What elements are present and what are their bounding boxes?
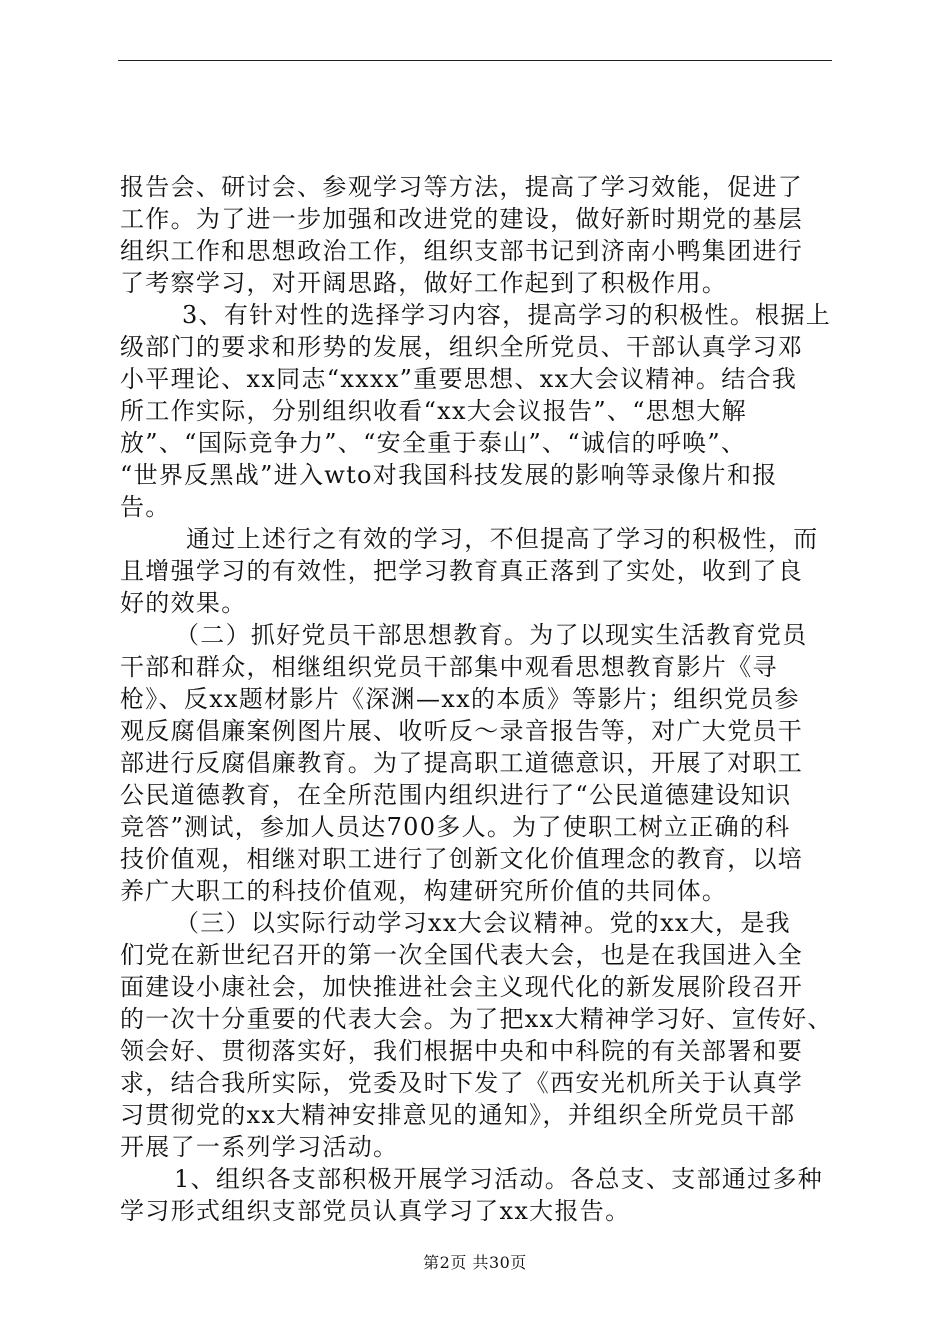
text-line: “世界反黑战”进入wto对我国科技发展的影响等录像片和报 <box>120 461 778 489</box>
text-line: 通过上述行之有效的学习，不但提高了学习的积极性，而 <box>186 525 819 553</box>
text-line: 学习形式组织支部党员认真学习了xx大报告。 <box>120 1197 631 1225</box>
text-line: 告。 <box>120 493 171 521</box>
text-line: 放”、“国际竞争力”、“安全重于泰山”、“诚信的呼唤”、 <box>120 429 747 457</box>
text-line: 报告会、研讨会、参观学习等方法，提高了学习效能，促进了 <box>120 173 804 201</box>
body-text <box>120 171 840 1227</box>
text-line: 小平理论、xx同志“xxxx”重要思想、xx大会议精神。结合我 <box>120 365 798 393</box>
text-line: 1、组织各支部积极开展学习活动。各总支、支部通过多种 <box>174 1165 824 1193</box>
text-line: 且增强学习的有效性，把学习教育真正落到了实处，收到了良 <box>120 557 804 585</box>
page-number-footer: 第2页 共30页 <box>423 1253 527 1272</box>
text-line: 3、有针对性的选择学习内容，提高学习的积极性。根据上 <box>182 301 832 329</box>
text-line: 竞答”测试，参加人员达700多人。为了使职工树立正确的科 <box>120 813 791 841</box>
text-line: 干部和群众，相继组织党员干部集中观看思想教育影片《寻 <box>120 653 778 681</box>
text-line: （三）以实际行动学习xx大会议精神。党的xx大，是我 <box>175 909 791 937</box>
text-line: 组织工作和思想政治工作，组织支部书记到济南小鸭集团进行 <box>120 237 804 265</box>
text-line: 公民道德教育，在全所范围内组织进行了“公民道德建设知识 <box>120 781 792 809</box>
text-line: 习贯彻党的xx大精神安排意见的通知》，并组织全所党员干部 <box>120 1101 796 1129</box>
text-line: 好的效果。 <box>120 589 247 617</box>
text-line: 部进行反腐倡廉教育。为了提高职工道德意识，开展了对职工 <box>120 749 804 777</box>
text-line: 养广大职工的科技价值观，构建研究所价值的共同体。 <box>120 877 728 905</box>
text-line: 工作。为了进一步加强和改进党的建设，做好新时期党的基层 <box>120 205 804 233</box>
text-line: （二）抓好党员干部思想教育。为了以现实生活教育党员 <box>175 621 808 649</box>
text-line: 观反腐倡廉案例图片展、收听反～录音报告等，对广大党员干 <box>120 717 804 745</box>
text-line: 技价值观，相继对职工进行了创新文化价值理念的教育，以培 <box>120 845 804 873</box>
text-line: 枪》、反xx题材影片《深渊—xx的本质》等影片；组织党员参 <box>120 685 800 713</box>
text-line: 们党在新世纪召开的第一次全国代表大会，也是在我国进入全 <box>120 941 804 969</box>
text-line: 了考察学习，对开阔思路，做好工作起到了积极作用。 <box>120 269 728 297</box>
text-line: 所工作实际，分别组织收看“xx大会议报告”、“思想大解 <box>120 397 747 425</box>
text-line: 级部门的要求和形势的发展，组织全所党员、干部认真学习邓 <box>120 333 804 361</box>
text-line: 面建设小康社会，加快推进社会主义现代化的新发展阶段召开 <box>120 973 804 1001</box>
text-line: 的一次十分重要的代表大会。为了把xx大精神学习好、宣传好、 <box>120 1005 833 1033</box>
text-line: 求，结合我所实际，党委及时下发了《西安光机所关于认真学 <box>120 1069 804 1097</box>
header-rule <box>118 60 832 61</box>
text-line: 领会好、贯彻落实好，我们根据中央和中科院的有关部署和要 <box>120 1037 804 1065</box>
text-line: 开展了一系列学习活动。 <box>120 1133 399 1161</box>
